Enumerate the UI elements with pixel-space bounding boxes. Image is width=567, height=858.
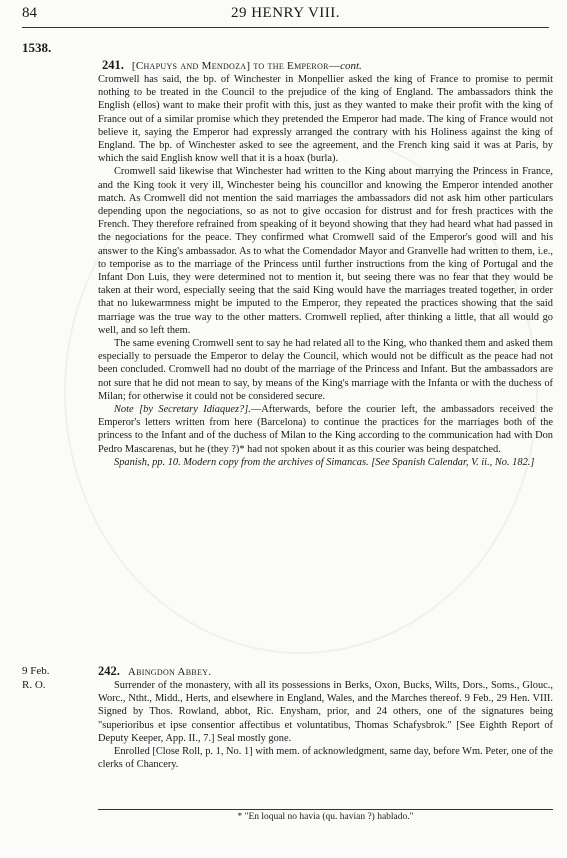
entry-241-heading [98,58,553,73]
year-marker: 1538. [22,40,52,55]
entry-title: Abingdon Abbey. [127,666,212,678]
paragraph-2: Cromwell said likewise that Winchester had written to the King about marrying the Princess in France, and the King took it very ill, Winchester being his councillor and knowing the Emperor intended another match. As Cromwell did not mention the said marriages the ambassadors did not ask him other particulars depending upon the negociations, so as not to give occasion for distrust and for fresh practices with the French. They therefore refrained from speaking of it beyond showing that they had heard what had passed in the negociations for the peace. They confirmed what Cromwell said of the Emperor's good will and his answer to the King's ambassador. As to what the Comendador Mayor and Granvelle had written to them, i.e., to temporise as to the marriage of the Princess until further instructions from the king of Portugal and the Infant Don Luis, they were determined not to mention it, but seeing there was no fear that they would be taken at their word, especially seeing that the said King would have the marriages treated together, in order that no lukewarmness might be imputed to the Emperor, they repeated the practices showing that the said marriage was the true way to the other matters. Cromwell replied, after thinking a little, that all would go well, and so left them. [98,166,553,336]
entry-number: 242. [98,664,120,678]
page-number: 84 [22,5,37,21]
entry-place: R. O. [22,679,46,691]
running-title: 29 HENRY VIII. [230,5,341,21]
footnote-rule [98,809,553,810]
entry-241 [98,58,553,469]
note-paragraph [98,403,553,456]
paragraph-3: The same evening Cromwell sent to say he had related all to the King, who thanked them and asked them especially to persuade the Emperor to delay the Council, which would not be difficult as the peace had not been concluded. Cromwell had no doubt of the marriage of the Princess and Infant. But the ambassadors are not sure that he did not mean to say, by means of the King's marriage with the Infanta or with the duchess of Milan; for otherwise it could not be considered secure. [98,338,553,402]
entry-242-heading [98,664,553,679]
entry-number: 241. [102,58,124,72]
entry-title: [Chapuys and Mendoza] to the Emperor— [131,60,341,72]
entry-242 [22,664,553,771]
header-rule [22,27,549,28]
note-text: —Afterwards, before the courier left, the ambassadors received the Emperor's letters written from here (Barcelona) to continue the practices for the marriages both of the princess to the Infant and of the duchess of Milan to the King according to the communication had with Don Pedro Mascarenas, but he (they ?)* had not spoken about it as this courier was being despatched. [98,404,553,455]
paragraph-1: Surrender of the monastery, with all its possessions in Berks, Oxon, Bucks, Wilts, Dors., Soms., Glouc., Worc., Ntht., Midd., Herts, and elsewhere in England, Wales, and the Marches thereof. 9 Feb., 29 Hen. VIII. Signed by Thos. Rowland, abbot, Ric. Enysham, prior, and 24 others, one of the signatures being "superioribus et ipse consentior affectibus et voluntatibus, Thomas Schafysbrok." [See Eighth Report of Deputy Keeper, App. II., 7.] Seal mostly gone. [98,680,553,744]
page-header [22,5,549,25]
entry-242-margin [22,664,92,692]
entry-title-cont: cont. [340,60,362,72]
paragraph-1: Cromwell has said, the bp. of Winchester in Monpellier asked the king of France to promise to permit nothing to be treated in the Council to the prejudice of the king of England. The ambassadors think the English (ellos) want to make their profit with this, just as they wanted to make their profit with the king of France out of a similar promise which they pretended the Emperor had made. The king of France would not believe it, saying the Emperor had expressly arranged the contrary with his Holiness against the king of England. The bp. of Winchester asked to see the agreement, and the French king said it was at Paris, by which the said English know well that it is a hoax (burla). [98,74,553,165]
entry-242-text [98,664,553,771]
source-citation: Spanish, pp. 10. Modern copy from the archives of Simancas. [See Spanish Calendar, V. ii., No. 182.] [114,456,535,468]
footnote: * "En loqual no havia (qu. havian ?) hablado." [237,812,414,822]
note-label: Note [by Secretary Idiaquez?]. [114,404,251,416]
paragraph-2: Enrolled [Close Roll, p. 1, No. 1] with mem. of acknowledgment, same day, before Wm. Peter, one of the clerks of Chancery. [98,746,553,771]
entry-date: 9 Feb. [22,665,50,677]
